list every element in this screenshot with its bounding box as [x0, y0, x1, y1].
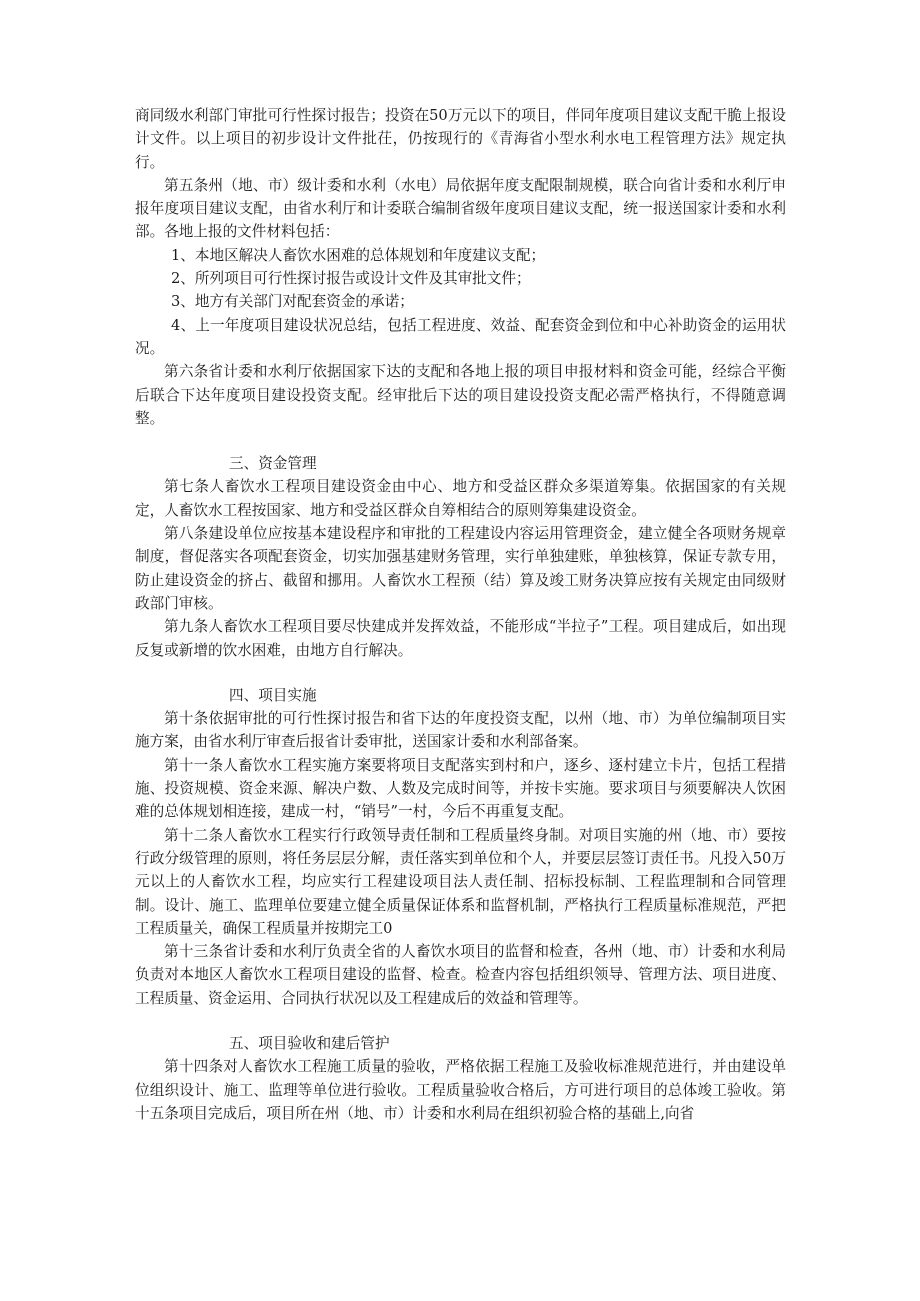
section-heading-acceptance: 五、项目验收和建后管护	[229, 1034, 390, 1052]
list-item-1: 1、本地区解决人畜饮水困难的总体规划和年度建议支配；	[171, 246, 546, 264]
section-gap	[135, 430, 786, 452]
paragraph-article-7: 第七条人畜饮水工程项目建设资金由中心、地方和受益区群众多渠道筹集。依据国家的有关规定，人畜饮水工程按国家、地方和受益区群众自筹相结合的原则筹集建设资金。	[135, 478, 786, 519]
paragraph-article-11: 第十一条人畜饮水工程实施方案要将项目支配落实到村和户，逐乡、逐村建立卡片，包括工程措施、投资规模、资金来源、解决户数、人数及完成时间等，并按卡实施。要求项目与须要解决人饮困难的总体规划相连接，建成一村，“销号”一村，今后不再重复支配。	[135, 756, 786, 821]
paragraph-article-6: 第六条省计委和水利厅依据国家下达的支配和各地上报的项目申报材料和资金可能，经综合平衡后联合下达年度项目建设投资支配。经审批后下达的项目建设投资支配必需严格执行，不得随意调整。	[135, 363, 786, 427]
list-item-4: 4、上一年度项目建设状况总结，包括工程进度、效益、配套资金到位和中心补助资金的运用状况。	[135, 316, 786, 357]
list-item-3: 3、地方有关部门对配套资金的承诺；	[171, 293, 414, 311]
paragraph-continued: 商同级水利部门审批可行性探讨报告；投资在50万元以下的项目，伴同年度项目建议支配干脆上报设计文件。以上项目的初步设计文件批茌，仍按现行的《青海省小型水利水电工程管理方法》规定执行。	[135, 107, 786, 171]
paragraph-article-8: 第八条建设单位应按基本建设程序和审批的工程建设内容运用管理资金，建立健全各项财务规章制度，督促落实各项配套资金，切实加强基建财务管理，实行单独建账，单独核算，保证专款专用，防止建设资金的挤占、截留和挪用。人畜饮水工程预（结）算及竣工财务决算应按有关规定由同级财政部门审核。	[135, 525, 786, 612]
section-heading-funds: 三、资金管理	[229, 455, 317, 473]
list-item-2: 2、所列项目可行性探讨报告或设计文件及其审批文件；	[171, 270, 531, 288]
document-body	[135, 104, 786, 1125]
paragraph-article-12: 第十二条人畜饮水工程实行行政领导责任制和工程质量终身制。对项目实施的州（地、市）要按行政分级管理的原则，将任务层层分解，责任落实到单位和个人，并要层层签订责任书。凡投入50万元以上的人畜饮水工程，均应实行工程建设项目法人责任制、招标投标制、工程监理制和合同管理制。设计、施工、监理单位要建立健全质量保证体系和监督机制，严格执行工程质量标准规范，严把工程质量关，确保工程质量并按期完工0	[135, 826, 786, 937]
paragraph-article-5: 第五条州（地、市）级计委和水利（水电）局依据年度支配限制规模，联合向省计委和水利厅申报年度项目建议支配，由省水利厅和计委联合编制省级年度项目建议支配，统一报送国家计委和水利部。各地上报的文件材料包括：	[135, 176, 786, 241]
section-heading-implementation: 四、项目实施	[229, 686, 317, 704]
paragraph-article-13: 第十三条省计委和水利厅负责全省的人畜饮水项目的监督和检查，各州（地、市）计委和水利局负责对本地区人畜饮水工程项目建设的监督、检查。检查内容包括组织领导、管理方法、项目进度、工程质量、资金运用、合同执行状况以及工程建成后的效益和管理等。	[135, 943, 786, 1007]
paragraph-article-9: 第九条人畜饮水工程项目要尽快建成并发挥效益，不能形成“半拉子”工程。项目建成后，如出现反复或新增的饮水困难，由地方自行解决。	[135, 618, 786, 659]
section-gap	[135, 1010, 786, 1032]
paragraph-article-14: 第十四条对人畜饮水工程施工质量的验收，严格依据工程施工及验收标准规范进行，并由建设单位组织设计、施工、监理等单位进行验收。工程质量验收合格后，方可进行项目的总体竣工验收。第十五条项目完成后，项目所在州（地、市）计委和水利局在组织初验合格的基础上,向省	[135, 1058, 786, 1122]
paragraph-article-10: 第十条依据审批的可行性探讨报告和省下达的年度投资支配，以州（地、市）为单位编制项目实施方案，由省水利厅审查后报省计委审批，送国家计委和水利部备案。	[135, 710, 786, 751]
section-gap	[135, 662, 786, 684]
